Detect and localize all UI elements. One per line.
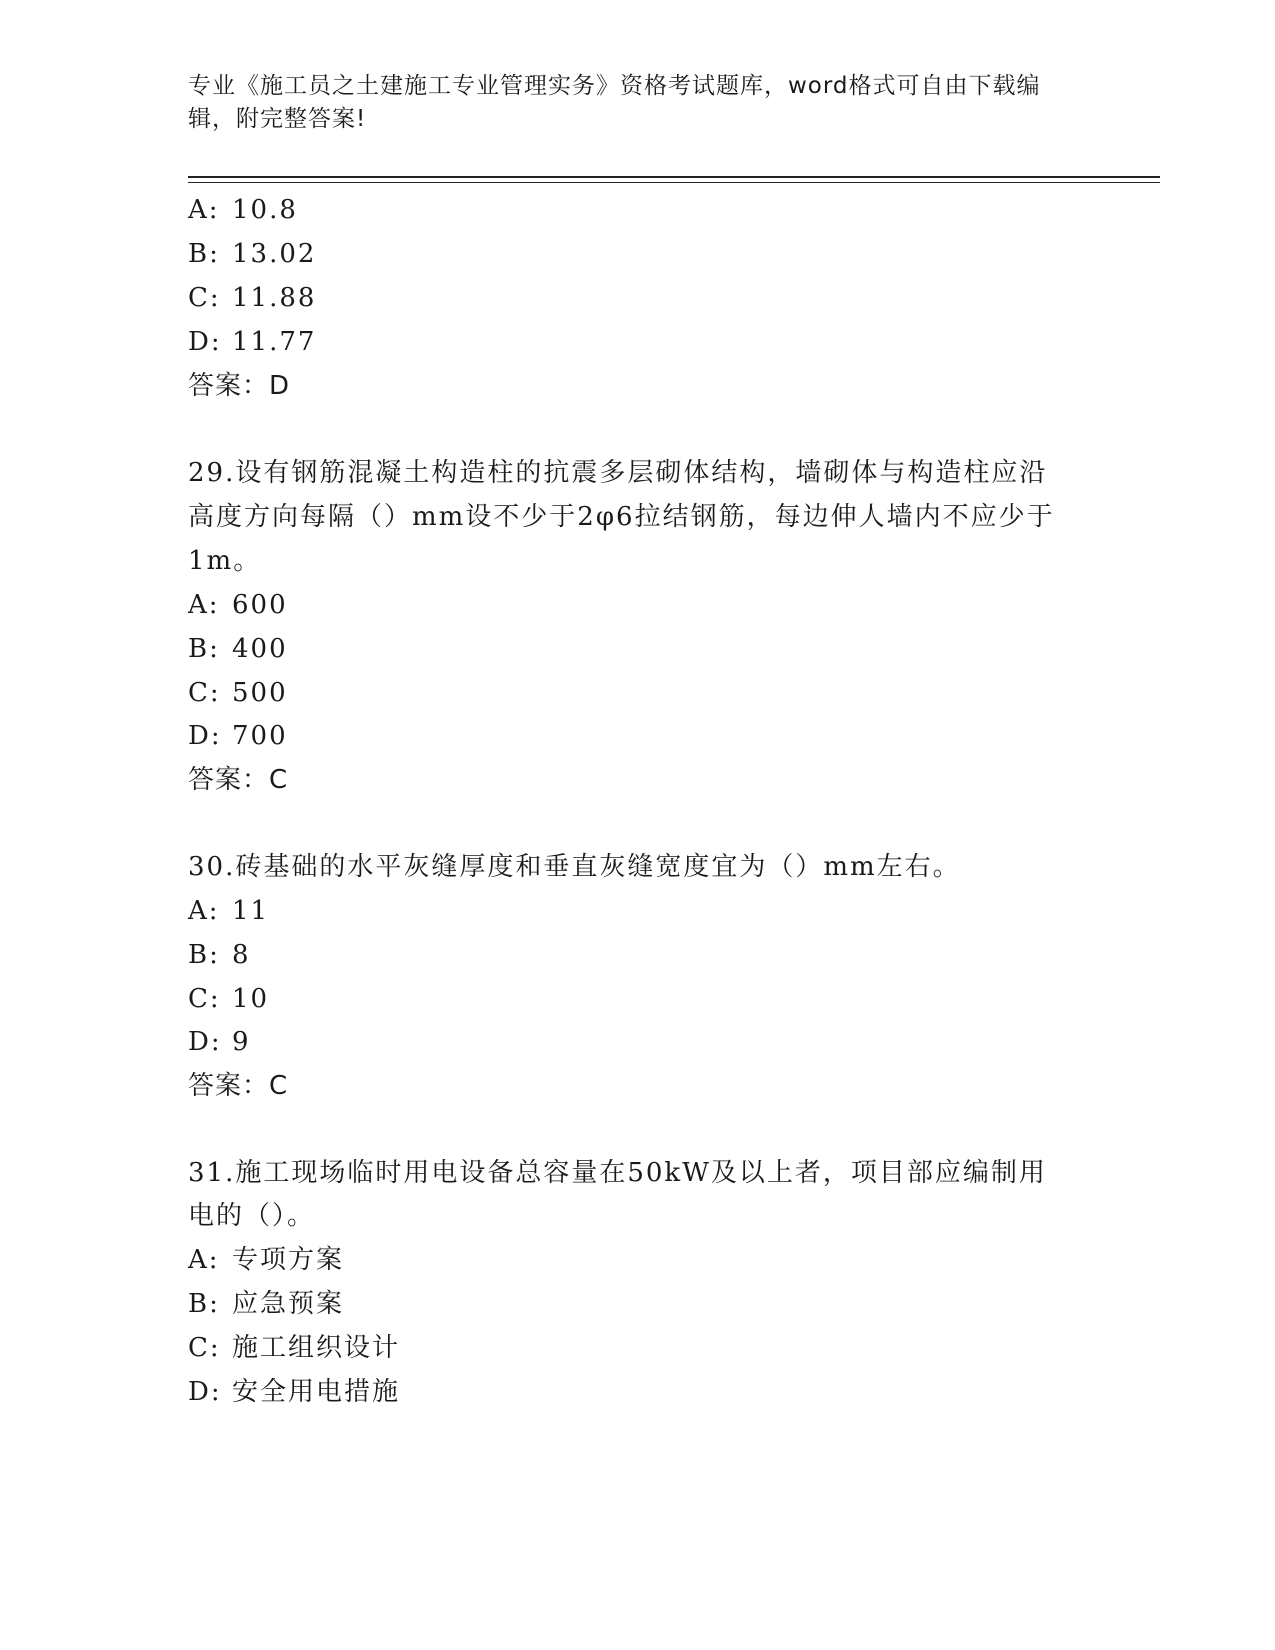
option-c: C: 500: [188, 678, 288, 708]
option-d: D: 11.77: [188, 327, 317, 357]
option-a: A: 600: [188, 590, 288, 620]
option-c: C: 10: [188, 984, 270, 1014]
option-b: B: 13.02: [188, 239, 317, 269]
document-header: [188, 70, 1088, 136]
option-d: D: 700: [188, 721, 288, 751]
option-a: A: 专项方案: [188, 1245, 345, 1275]
option-a: A: 11: [188, 896, 270, 926]
question-stem-line: 1m。: [188, 546, 262, 576]
option-d: D: 9: [188, 1027, 251, 1057]
option-b: B: 8: [188, 940, 251, 970]
question-stem-line: 29.设有钢筋混凝土构造柱的抗震多层砌体结构，墙砌体与构造柱应沿: [188, 458, 1048, 488]
option-c: C: 施工组织设计: [188, 1333, 401, 1363]
option-b: B: 400: [188, 634, 288, 664]
answer: 答案：C: [188, 765, 289, 795]
question-stem-line: 30.砖基础的水平灰缝厚度和垂直灰缝宽度宜为（）mm左右。: [188, 852, 961, 882]
header-line-1: 专业《施工员之土建施工专业管理实务》资格考试题库，word格式可自由下载编: [188, 73, 1041, 99]
question-stem-line: 电的（）。: [188, 1201, 316, 1231]
question-stem-line: 31.施工现场临时用电设备总容量在50kW及以上者，项目部应编制用: [188, 1158, 1047, 1188]
option-a: A: 10.8: [188, 195, 298, 225]
answer: 答案：C: [188, 1071, 289, 1101]
option-d: D: 安全用电措施: [188, 1377, 401, 1407]
header-line-2: 辑，附完整答案!: [188, 106, 367, 132]
header-divider-thin: [188, 182, 1160, 183]
question-stem-line: 高度方向每隔（）mm设不少于2φ6拉结钢筋，每边伸人墙内不应少于: [188, 502, 1055, 532]
answer: 答案：D: [188, 371, 291, 401]
header-divider-thick: [188, 176, 1160, 178]
option-c: C: 11.88: [188, 283, 317, 313]
option-b: B: 应急预案: [188, 1289, 345, 1319]
